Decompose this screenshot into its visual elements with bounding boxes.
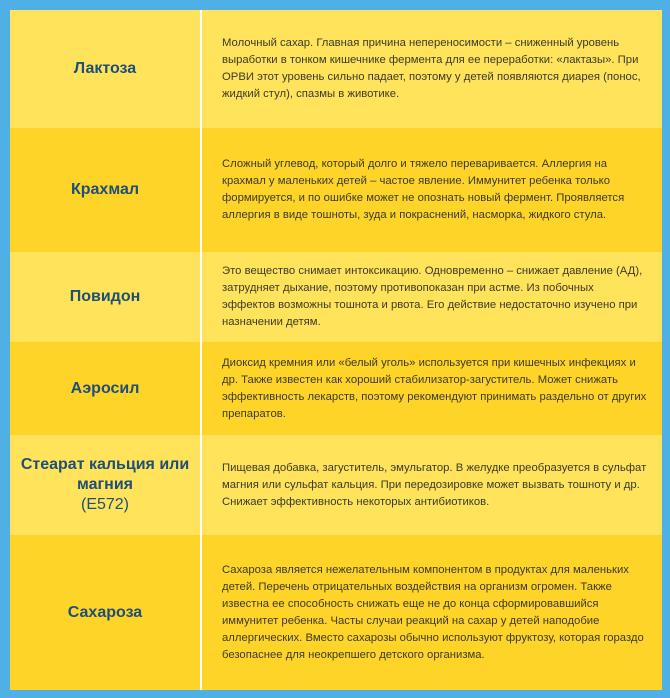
ingredients-table xyxy=(10,10,662,690)
ingredient-name: Аэросил xyxy=(70,379,140,397)
ingredient-description: Диоксид кремния или «белый уголь» используется при кишечных инфекциях и др. Также известен как хороший стабилизатор-загуститель. Может снижать эффективность лекарств, поэтому рекомендуют принимать раздельно от других препаратов. xyxy=(222,356,647,420)
table-row xyxy=(10,128,662,252)
table-row xyxy=(10,252,662,342)
ingredient-description: Сахароза является нежелательным компонентом в продуктах для маленьких детей. Перечень отрицательных воздействия на организм огромен. Также известна ее способность снижать еще не до конца сформировавшийся иммунитет ребенка. Часты случаи реакций на сахар у детей наподобие аллергических. Вместо сахарозы обычно используют фруктозу, которая гораздо безопаснее для неокрепшего детского организма. xyxy=(222,563,644,661)
table-row xyxy=(10,535,662,690)
ingredient-description: Пищевая добавка, загуститель, эмульгатор. В желудке преобразуется в сульфат магния или сульфат кальция. При передозировке может вызвать тошноту и др. Снижает эффективность некоторых антибиотиков. xyxy=(222,461,647,508)
table-row xyxy=(10,435,662,535)
ingredient-code: (Е572) xyxy=(80,496,130,513)
table-row xyxy=(10,342,662,435)
ingredient-name: Стеарат кальция или магния (Е572) xyxy=(10,435,200,535)
ingredient-name: Лактоза xyxy=(73,60,137,77)
ingredient-name: Крахмал xyxy=(70,181,140,198)
ingredient-name: Повидон xyxy=(69,288,141,305)
table-row xyxy=(10,10,662,128)
ingredient-name: Сахароза xyxy=(67,603,143,621)
ingredient-description: Это вещество снимает интоксикацию. Одновременно – снижает давление (АД), затрудняет дыхание, поэтому противопоказан при астме. Из побочных эффектов возможны тошнота и рвота. Его действие недостаточно изучено при назначении детям. xyxy=(222,265,643,328)
ingredient-description: Сложный углевод, который долго и тяжело переваривается. Аллергия на крахмал у маленьких детей – частое явление. Иммунитет ребенка только формируется, и по ошибке может не опознать новый фермент. Проявляется аллергия в виде тошноты, зуда и покраснений, насморка, жидкого стула. xyxy=(222,158,625,221)
ingredient-description: Молочный сахар. Главная причина непереносимости – сниженный уровень выработки в тонком кишечнике фермента для ее переработки: «лактазы». При ОРВИ этот уровень сильно падает, поэтому у детей появляются диарея (понос, жидкий стул), спазмы в животике. xyxy=(222,37,641,100)
